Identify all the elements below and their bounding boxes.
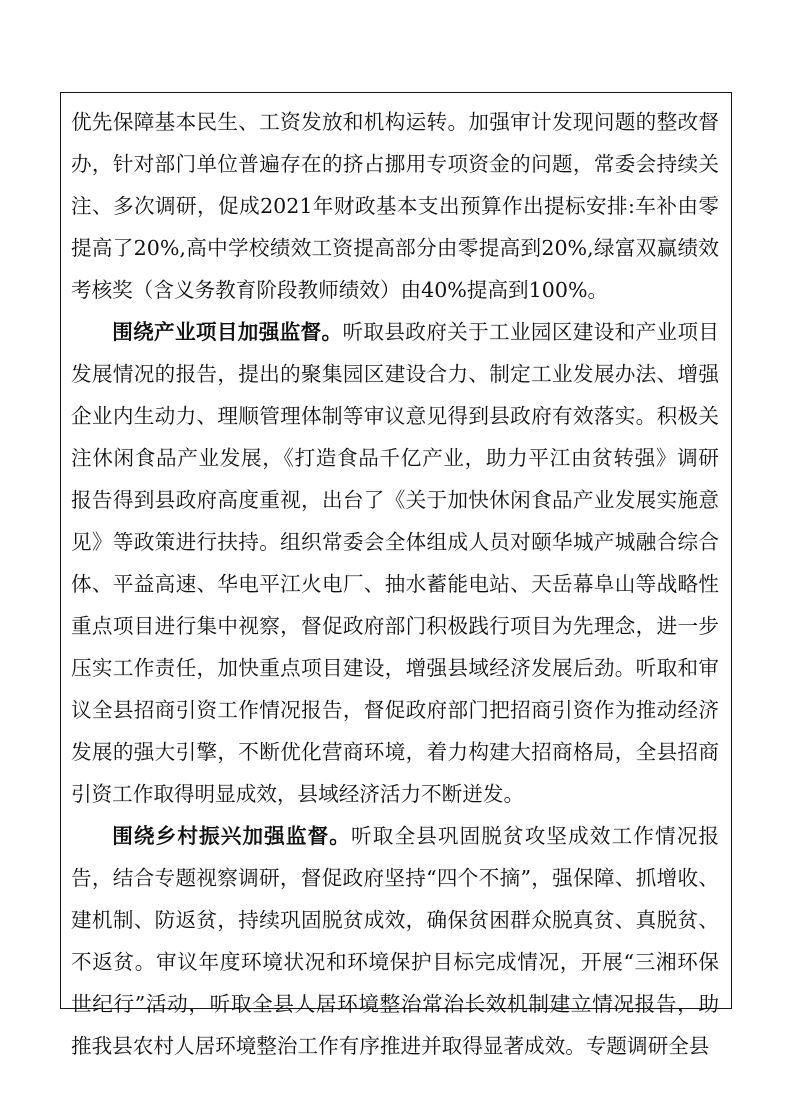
paragraph-rural-revitalization	[71, 815, 719, 1067]
paragraph-text: 优先保障基本民生、工资发放和机构运转。加强审计发现问题的整改督办，针对部门单位普遍存在的挤占挪用专项资金的问题，常委会持续关注、多次调研，促成2021年财政基本支出预算作出提标安排:车补由零提高了20%,高中学校绩效工资提高部分由零提高到20%,绿富双赢绩效考核奖（含义务教育阶段教师绩效）由40%提高到100%。	[71, 110, 719, 302]
paragraph-text: 听取全县巩固脱贫攻坚成效工作情况报告，结合专题视察调研，督促政府坚持“四个不摘”，强保障、抓增收、建机制、防返贫，持续巩固脱贫成效，确保贫困群众脱真贫、真脱贫、不返贫。审议年度环境状况和环境保护目标完成情况，开展“三湘环保世纪行”活动，听取全县人居环境整治常治长效机制建立情况报告，助推我县农村人居环境整治工作有序推进并取得显著成效。专题调研全县	[71, 824, 720, 1058]
paragraph-heading: 围绕乡村振兴加强监督。	[112, 824, 352, 848]
paragraph-text: 听取县政府关于工业园区建设和产业项目发展情况的报告，提出的聚集园区建设合力、制定工业发展办法、增强企业内生动力、理顺管理体制等审议意见得到县政府有效落实。积极关注休闲食品产业发展，《打造食品千亿产业，助力平江由贫转强》调研报告得到县政府高度重视，出台了《关于加快休闲食品产业发展实施意见》等政策进行扶持。组织常委会全体组成人员对颐华城产城融合综合体、平益高速、华电平江火电厂、抽水蓄能电站、天岳幕阜山等战略性重点项目进行集中视察，督促政府部门积极践行项目为先理念，进一步压实工作责任，加快重点项目建设，增强县域经济发展后劲。听取和审议全县招商引资工作情况报告，督促政府部门把招商引资作为推动经济发展的强大引擎，不断优化营商环境，着力构建大招商格局，全县招商引资工作取得明显成效，县域经济活力不断迸发。	[71, 320, 720, 806]
paragraph-continuation	[71, 101, 719, 311]
paragraph-heading: 围绕产业项目加强监督。	[112, 320, 343, 344]
document-frame	[60, 92, 732, 1058]
paragraph-industrial-projects	[71, 311, 719, 815]
